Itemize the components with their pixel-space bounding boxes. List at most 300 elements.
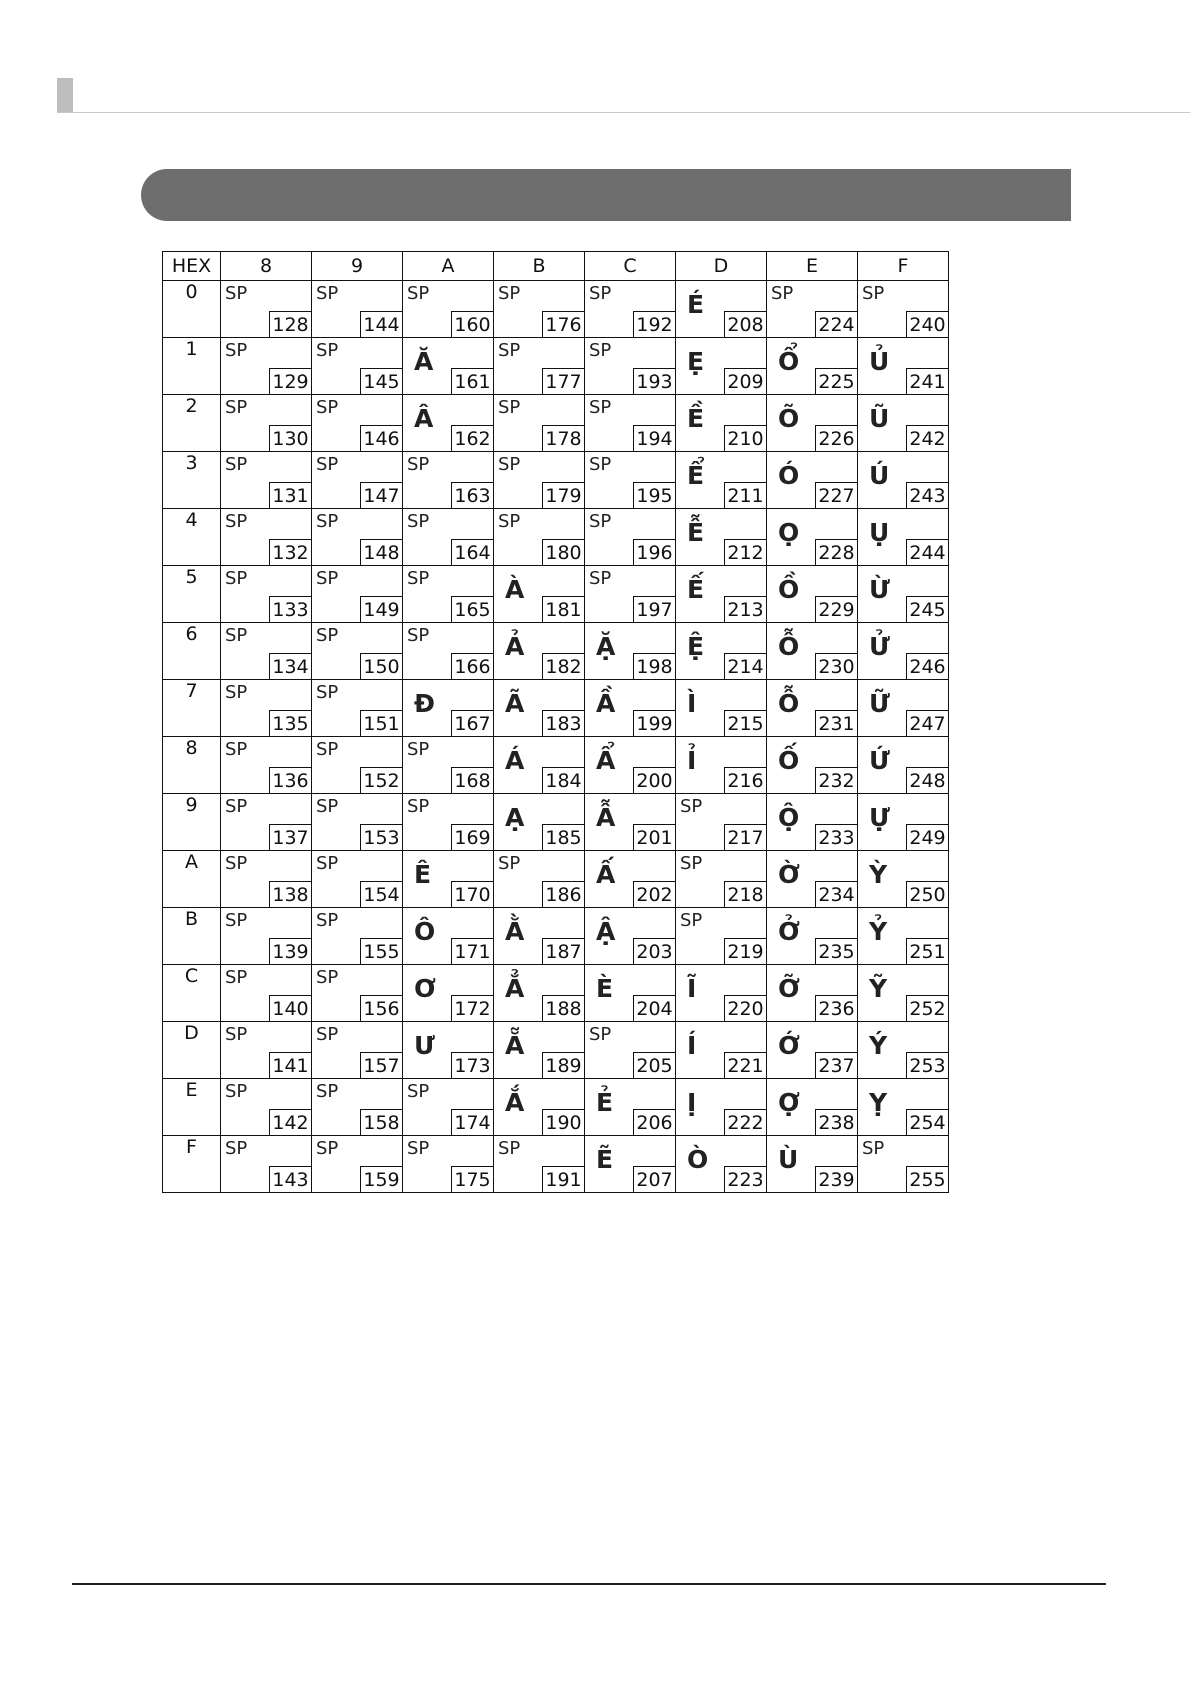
character-cell [494, 1022, 585, 1079]
character-cell [767, 851, 858, 908]
character-cell [403, 281, 494, 338]
character-cell [676, 851, 767, 908]
table-row [163, 908, 949, 965]
character-cell [494, 566, 585, 623]
character-cell [494, 452, 585, 509]
row-header: 9 [163, 794, 221, 851]
character-glyph: Ử [869, 632, 890, 661]
decimal-code: 243 [906, 482, 948, 508]
table-row [163, 566, 949, 623]
character-glyph: SP [407, 1081, 430, 1102]
character-glyph: Ỗ [778, 632, 800, 661]
character-cell [221, 452, 312, 509]
decimal-code: 146 [360, 425, 402, 451]
decimal-code: 227 [815, 482, 857, 508]
table-row [163, 509, 949, 566]
character-glyph: SP [225, 910, 248, 931]
decimal-code: 179 [542, 482, 584, 508]
table-row [163, 965, 949, 1022]
character-cell [585, 794, 676, 851]
decimal-code: 231 [815, 710, 857, 736]
decimal-code: 194 [633, 425, 675, 451]
character-glyph: È [596, 974, 614, 1003]
character-glyph: SP [589, 511, 612, 532]
character-cell [767, 1079, 858, 1136]
decimal-code: 239 [815, 1166, 857, 1192]
character-glyph: SP [862, 1138, 885, 1159]
decimal-code: 158 [360, 1109, 402, 1135]
decimal-code: 206 [633, 1109, 675, 1135]
character-cell [676, 1022, 767, 1079]
character-cell [221, 1022, 312, 1079]
character-glyph: Ẫ [596, 803, 616, 832]
character-cell [858, 1022, 949, 1079]
decimal-code: 136 [269, 767, 311, 793]
character-glyph: SP [225, 853, 248, 874]
character-glyph: Á [505, 746, 525, 775]
decimal-code: 137 [269, 824, 311, 850]
decimal-code: 159 [360, 1166, 402, 1192]
character-cell [403, 395, 494, 452]
character-glyph: Ơ [414, 974, 436, 1003]
character-cell [858, 509, 949, 566]
row-header: 5 [163, 566, 221, 623]
character-glyph: SP [589, 397, 612, 418]
character-cell [676, 623, 767, 680]
character-cell [676, 395, 767, 452]
decimal-code: 183 [542, 710, 584, 736]
character-cell [858, 1136, 949, 1193]
character-glyph: SP [316, 967, 339, 988]
decimal-code: 191 [542, 1166, 584, 1192]
table-row [163, 680, 949, 737]
table-row [163, 452, 949, 509]
decimal-code: 222 [724, 1109, 766, 1135]
character-cell [858, 851, 949, 908]
decimal-code: 211 [724, 482, 766, 508]
character-cell [494, 680, 585, 737]
decimal-code: 156 [360, 995, 402, 1021]
character-cell [858, 680, 949, 737]
decimal-code: 182 [542, 653, 584, 679]
character-glyph: Đ [414, 689, 435, 718]
character-glyph: Ỷ [869, 917, 888, 946]
character-cell [312, 1136, 403, 1193]
table-row [163, 338, 949, 395]
decimal-code: 249 [906, 824, 948, 850]
decimal-code: 199 [633, 710, 675, 736]
decimal-code: 152 [360, 767, 402, 793]
character-glyph: SP [316, 682, 339, 703]
decimal-code: 236 [815, 995, 857, 1021]
character-glyph: SP [316, 1081, 339, 1102]
character-glyph: Ý [869, 1031, 888, 1060]
column-header: 9 [312, 252, 403, 281]
character-cell [494, 281, 585, 338]
character-cell [858, 395, 949, 452]
character-cell [585, 965, 676, 1022]
character-cell [858, 623, 949, 680]
character-glyph: SP [407, 1138, 430, 1159]
decimal-code: 173 [451, 1052, 493, 1078]
character-glyph: SP [225, 340, 248, 361]
character-glyph: Ỵ [869, 1088, 888, 1117]
character-glyph: SP [680, 796, 703, 817]
character-glyph: SP [680, 910, 703, 931]
character-glyph: SP [316, 796, 339, 817]
decimal-code: 237 [815, 1052, 857, 1078]
character-glyph: Ă [414, 347, 434, 376]
character-cell [403, 737, 494, 794]
character-glyph: SP [316, 910, 339, 931]
character-glyph: Ố [778, 746, 800, 775]
character-glyph: SP [498, 853, 521, 874]
character-cell [676, 566, 767, 623]
decimal-code: 188 [542, 995, 584, 1021]
decimal-code: 225 [815, 368, 857, 394]
decimal-code: 203 [633, 938, 675, 964]
character-glyph: Ấ [596, 860, 616, 889]
character-cell [585, 452, 676, 509]
column-header: F [858, 252, 949, 281]
character-glyph: SP [225, 568, 248, 589]
decimal-code: 172 [451, 995, 493, 1021]
column-header: A [403, 252, 494, 281]
character-cell [767, 338, 858, 395]
character-cell [676, 794, 767, 851]
character-cell [312, 452, 403, 509]
character-cell [585, 851, 676, 908]
character-glyph: SP [407, 796, 430, 817]
row-header: 1 [163, 338, 221, 395]
decimal-code: 160 [451, 311, 493, 337]
decimal-code: 246 [906, 653, 948, 679]
character-cell [676, 1136, 767, 1193]
character-glyph: Ừ [869, 575, 890, 604]
character-glyph: Ũ [869, 404, 890, 433]
character-cell [767, 566, 858, 623]
character-cell [221, 1136, 312, 1193]
decimal-code: 220 [724, 995, 766, 1021]
decimal-code: 175 [451, 1166, 493, 1192]
decimal-code: 151 [360, 710, 402, 736]
character-cell [221, 338, 312, 395]
character-cell [312, 1079, 403, 1136]
decimal-code: 221 [724, 1052, 766, 1078]
decimal-code: 217 [724, 824, 766, 850]
character-cell [858, 1079, 949, 1136]
decimal-code: 128 [269, 311, 311, 337]
page-header-marker [57, 78, 73, 112]
character-cell [312, 965, 403, 1022]
character-cell [494, 737, 585, 794]
decimal-code: 201 [633, 824, 675, 850]
decimal-code: 138 [269, 881, 311, 907]
decimal-code: 226 [815, 425, 857, 451]
character-glyph: SP [316, 853, 339, 874]
page-footer-rule [72, 1583, 1106, 1585]
decimal-code: 153 [360, 824, 402, 850]
character-cell [312, 1022, 403, 1079]
character-cell [676, 737, 767, 794]
decimal-code: 170 [451, 881, 493, 907]
decimal-code: 132 [269, 539, 311, 565]
character-cell [403, 1022, 494, 1079]
decimal-code: 196 [633, 539, 675, 565]
character-cell [585, 509, 676, 566]
character-glyph: Ẩ [596, 746, 616, 775]
character-cell [767, 1022, 858, 1079]
table-row [163, 623, 949, 680]
row-header: 7 [163, 680, 221, 737]
character-cell [494, 395, 585, 452]
character-glyph: SP [316, 397, 339, 418]
character-glyph: SP [407, 739, 430, 760]
character-cell [858, 281, 949, 338]
row-header: B [163, 908, 221, 965]
character-glyph: Ò [687, 1145, 709, 1174]
character-glyph: SP [498, 397, 521, 418]
character-glyph: Ở [778, 917, 800, 946]
decimal-code: 198 [633, 653, 675, 679]
character-glyph: SP [498, 511, 521, 532]
character-glyph: Ạ [505, 803, 525, 832]
decimal-code: 229 [815, 596, 857, 622]
character-cell [403, 794, 494, 851]
character-cell [312, 281, 403, 338]
decimal-code: 213 [724, 596, 766, 622]
character-glyph: SP [225, 625, 248, 646]
character-cell [858, 452, 949, 509]
decimal-code: 209 [724, 368, 766, 394]
decimal-code: 129 [269, 368, 311, 394]
decimal-code: 155 [360, 938, 402, 964]
character-glyph: Ặ [596, 632, 616, 661]
character-glyph: SP [316, 340, 339, 361]
character-cell [312, 509, 403, 566]
character-glyph: Ó [778, 461, 800, 490]
character-glyph: Ẹ [687, 347, 705, 376]
character-cell [585, 908, 676, 965]
character-glyph: Ẻ [596, 1088, 614, 1117]
decimal-code: 189 [542, 1052, 584, 1078]
character-glyph: SP [225, 682, 248, 703]
character-glyph: SP [225, 739, 248, 760]
character-cell [676, 281, 767, 338]
character-cell [767, 794, 858, 851]
character-cell [403, 965, 494, 1022]
character-cell [858, 737, 949, 794]
decimal-code: 154 [360, 881, 402, 907]
decimal-code: 215 [724, 710, 766, 736]
character-glyph: SP [407, 568, 430, 589]
character-glyph: Ủ [869, 347, 890, 376]
character-cell [221, 281, 312, 338]
decimal-code: 250 [906, 881, 948, 907]
character-glyph: SP [407, 511, 430, 532]
character-cell [221, 965, 312, 1022]
decimal-code: 143 [269, 1166, 311, 1192]
decimal-code: 224 [815, 311, 857, 337]
decimal-code: 202 [633, 881, 675, 907]
row-header: 8 [163, 737, 221, 794]
decimal-code: 208 [724, 311, 766, 337]
decimal-code: 233 [815, 824, 857, 850]
decimal-code: 223 [724, 1166, 766, 1192]
decimal-code: 157 [360, 1052, 402, 1078]
character-glyph: SP [225, 454, 248, 475]
decimal-code: 254 [906, 1109, 948, 1135]
character-cell [585, 737, 676, 794]
decimal-code: 177 [542, 368, 584, 394]
character-glyph: SP [225, 511, 248, 532]
row-header: 6 [163, 623, 221, 680]
character-cell [312, 623, 403, 680]
row-header: C [163, 965, 221, 1022]
character-glyph: Ế [687, 575, 705, 604]
character-glyph: Ứ [869, 746, 890, 775]
decimal-code: 145 [360, 368, 402, 394]
character-glyph: Ằ [505, 917, 525, 946]
character-cell [403, 509, 494, 566]
character-glyph: Ù [778, 1145, 799, 1174]
character-glyph: Õ [778, 404, 800, 433]
character-cell [221, 680, 312, 737]
table-row [163, 1022, 949, 1079]
decimal-code: 141 [269, 1052, 311, 1078]
character-cell [403, 908, 494, 965]
decimal-code: 185 [542, 824, 584, 850]
row-header: E [163, 1079, 221, 1136]
character-glyph: SP [316, 568, 339, 589]
character-cell [221, 395, 312, 452]
character-glyph: Ỡ [778, 974, 800, 1003]
decimal-code: 148 [360, 539, 402, 565]
table-row [163, 794, 949, 851]
column-header: 8 [221, 252, 312, 281]
row-header: 4 [163, 509, 221, 566]
decimal-code: 169 [451, 824, 493, 850]
decimal-code: 165 [451, 596, 493, 622]
character-cell [494, 1079, 585, 1136]
decimal-code: 195 [633, 482, 675, 508]
character-cell [585, 281, 676, 338]
character-cell [494, 794, 585, 851]
character-cell [221, 851, 312, 908]
character-cell [858, 908, 949, 965]
character-glyph: Ị [687, 1088, 697, 1117]
character-glyph: SP [407, 283, 430, 304]
decimal-code: 234 [815, 881, 857, 907]
character-cell [585, 1022, 676, 1079]
decimal-code: 171 [451, 938, 493, 964]
character-cell [221, 623, 312, 680]
decimal-code: 149 [360, 596, 402, 622]
decimal-code: 133 [269, 596, 311, 622]
character-glyph: Ã [505, 689, 525, 718]
decimal-code: 164 [451, 539, 493, 565]
decimal-code: 192 [633, 311, 675, 337]
character-glyph: Ộ [778, 803, 800, 832]
decimal-code: 245 [906, 596, 948, 622]
character-glyph: Ậ [596, 917, 616, 946]
character-glyph: SP [589, 568, 612, 589]
character-cell [312, 680, 403, 737]
character-cell [585, 395, 676, 452]
character-glyph: SP [498, 454, 521, 475]
character-glyph: SP [589, 340, 612, 361]
column-header: B [494, 252, 585, 281]
character-glyph: Ỳ [869, 860, 888, 889]
character-glyph: Ầ [596, 689, 616, 718]
character-glyph: Ệ [687, 632, 705, 661]
character-glyph: SP [225, 796, 248, 817]
decimal-code: 176 [542, 311, 584, 337]
decimal-code: 238 [815, 1109, 857, 1135]
character-cell [767, 509, 858, 566]
decimal-code: 134 [269, 653, 311, 679]
decimal-code: 216 [724, 767, 766, 793]
character-glyph: Ỹ [869, 974, 888, 1003]
character-glyph: Ô [414, 917, 436, 946]
character-cell [767, 281, 858, 338]
character-cell [221, 908, 312, 965]
character-cell [312, 338, 403, 395]
character-cell [494, 1136, 585, 1193]
character-cell [858, 794, 949, 851]
character-cell [494, 338, 585, 395]
decimal-code: 139 [269, 938, 311, 964]
character-glyph: SP [771, 283, 794, 304]
character-glyph: Ư [414, 1031, 435, 1060]
decimal-code: 251 [906, 938, 948, 964]
character-glyph: Ề [687, 404, 705, 433]
decimal-code: 184 [542, 767, 584, 793]
character-cell [676, 965, 767, 1022]
column-header: D [676, 252, 767, 281]
character-glyph: Ì [687, 689, 697, 718]
character-cell [221, 1079, 312, 1136]
character-glyph: Ễ [687, 518, 705, 547]
character-cell [767, 965, 858, 1022]
row-header: D [163, 1022, 221, 1079]
character-cell [312, 566, 403, 623]
character-glyph: Ả [505, 632, 525, 661]
decimal-code: 244 [906, 539, 948, 565]
character-glyph: Â [414, 404, 434, 433]
character-cell [676, 1079, 767, 1136]
decimal-code: 180 [542, 539, 584, 565]
character-glyph: Ổ [778, 347, 800, 376]
table-row [163, 851, 949, 908]
character-glyph: Í [687, 1031, 697, 1060]
character-glyph: Ể [687, 461, 705, 490]
decimal-code: 167 [451, 710, 493, 736]
decimal-code: 150 [360, 653, 402, 679]
decimal-code: 200 [633, 767, 675, 793]
character-cell [585, 338, 676, 395]
character-cell [585, 1136, 676, 1193]
decimal-code: 210 [724, 425, 766, 451]
decimal-code: 218 [724, 881, 766, 907]
character-glyph: É [687, 290, 705, 319]
decimal-code: 181 [542, 596, 584, 622]
decimal-code: 144 [360, 311, 402, 337]
character-code-table [162, 251, 949, 1193]
decimal-code: 247 [906, 710, 948, 736]
decimal-code: 186 [542, 881, 584, 907]
character-glyph: Ê [414, 860, 432, 889]
